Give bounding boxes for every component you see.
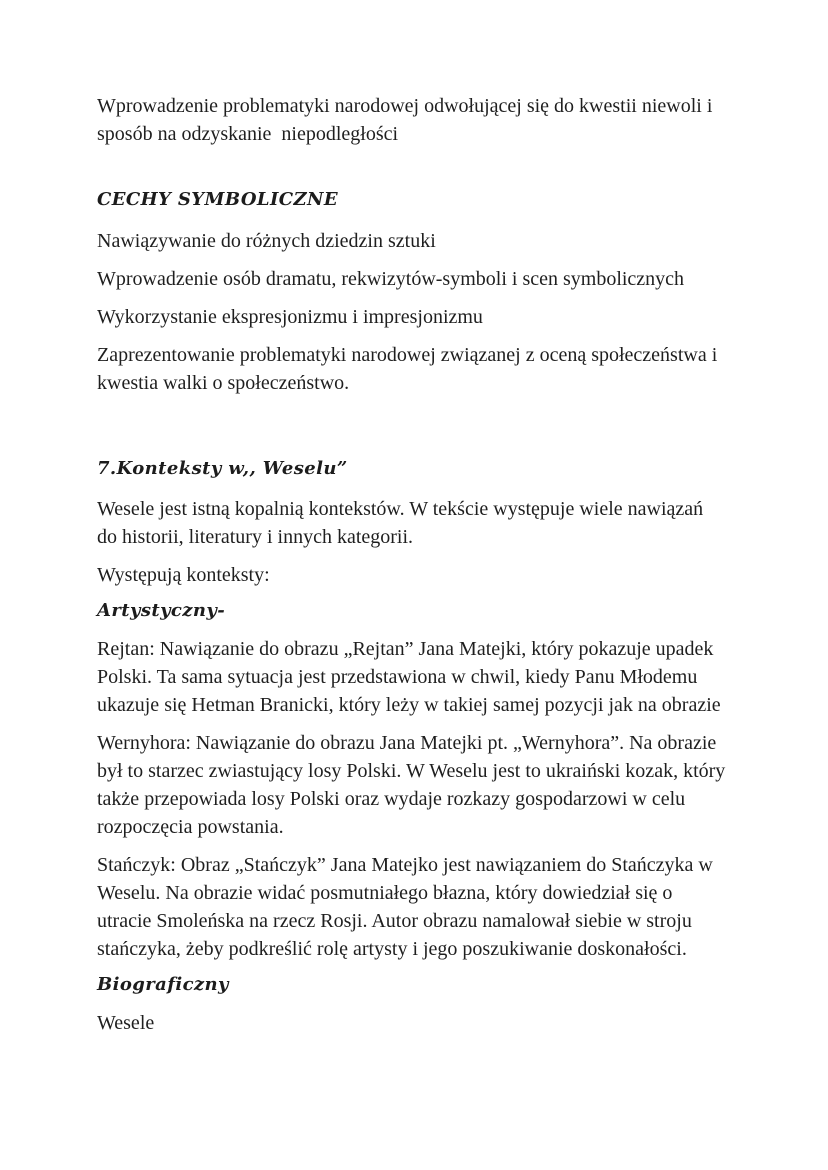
biographical-context-paragraph: Wesele (97, 1012, 155, 1034)
contexts-paragraph: Występują konteksty: (97, 564, 270, 586)
symbolic-feature-paragraph: Nawiązywanie do różnych dziedzin sztuki (97, 230, 436, 252)
artistic-context-paragraph-stanczyk: Stańczyk: Obraz „Stańczyk” Jana Matejko jest nawiązaniem do Stańczyka w Weselu. Na obrazie widać posmutniałego błazna, który dowiedział się o utracie Smoleńska na rzecz Rosji. Autor obrazu namalował siebie w stroju stańczyka, żeby podkreślić rolę artysty i jego poszukiwanie doskonałości. (97, 854, 718, 960)
document-content (97, 92, 731, 1037)
contexts-paragraph: Wesele jest istną kopalnią kontekstów. W tekście występuje wiele nawiązań do historii, literatury i innych kategorii. (97, 498, 709, 548)
artistic-context-paragraph-wernyhora: Wernyhora: Nawiązanie do obrazu Jana Matejki pt. „Wernyhora”. Na obrazie był to starzec zwiastujący losy Polski. W Weselu jest to ukraiński kozak, który także przepowiada losy Polski oraz wydaje rozkazy gospodarzowi w celu rozpoczęcia powstania. (97, 732, 731, 838)
subsection-heading-artystyczny: Artystyczny- (97, 600, 226, 621)
symbolic-feature-paragraph: Wykorzystanie ekspresjonizmu i impresjonizmu (97, 306, 483, 328)
section-heading-konteksty: 7.Konteksty w,, Weselu” (97, 458, 348, 479)
section-heading-cechy-symboliczne: CECHY SYMBOLICZNE (97, 189, 339, 210)
symbolic-feature-paragraph: Wprowadzenie osób dramatu, rekwizytów-symboli i scen symbolicznych (97, 268, 685, 290)
intro-paragraph: Wprowadzenie problematyki narodowej odwołującej się do kwestii niewoli i sposób na odzyskanie niepodległości (97, 95, 718, 145)
subsection-heading-biograficzny: Biograficzny (97, 974, 229, 995)
symbolic-feature-paragraph: Zaprezentowanie problematyki narodowej związanej z oceną społeczeństwa i kwestia walki o społeczeństwo. (97, 344, 723, 394)
artistic-context-paragraph-rejtan: Rejtan: Nawiązanie do obrazu „Rejtan” Jana Matejki, który pokazuje upadek Polski. Ta sama sytuacja jest przedstawiona w chwil, kiedy Panu Młodemu ukazuje się Hetman Branicki, który leży w takiej samej pozycji jak na obrazie (97, 638, 721, 716)
